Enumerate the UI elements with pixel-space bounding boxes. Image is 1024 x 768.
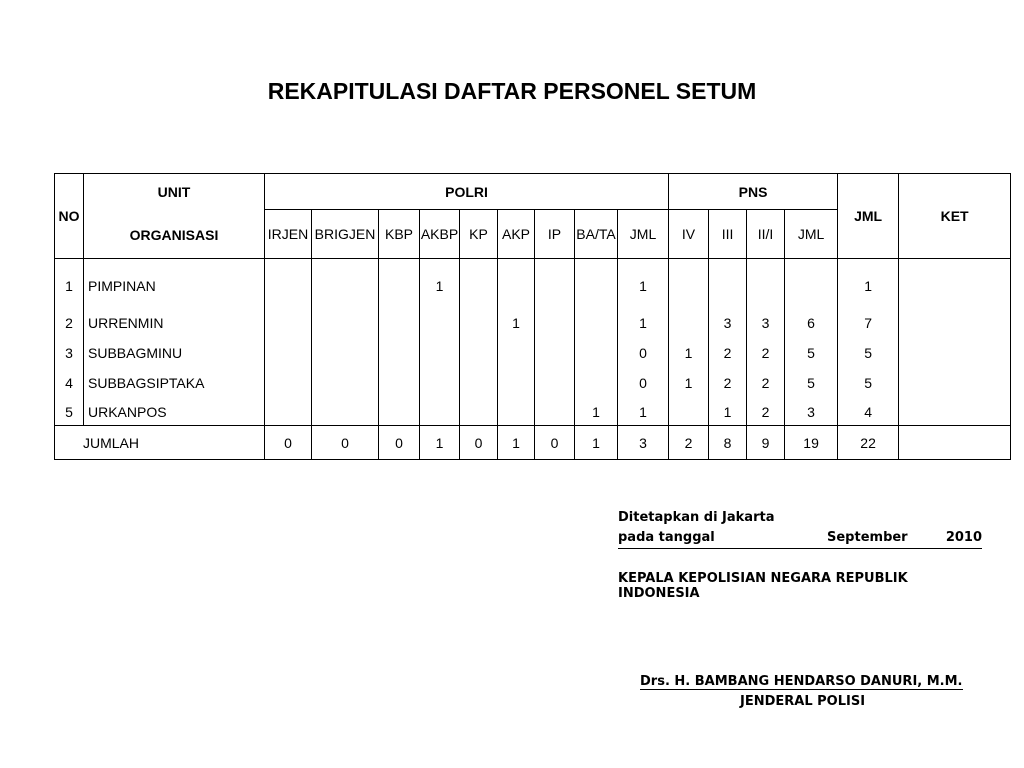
- cell-pns-jml: 5: [785, 338, 838, 368]
- header-unit: UNIT: [157, 184, 191, 200]
- total-pns-jml: 19: [785, 426, 838, 460]
- cell-jml: 5: [838, 368, 899, 398]
- header-polri-ip: IP: [535, 210, 575, 259]
- table-row: [55, 398, 1011, 426]
- total-pns-iv: 2: [669, 426, 709, 460]
- cell-polri-jml: 1: [618, 259, 669, 309]
- row-no: 1: [55, 259, 84, 309]
- issued-date: [618, 530, 982, 549]
- cell-polri-akp: [498, 398, 535, 426]
- cell-polri-akp: [498, 259, 535, 309]
- cell-jml: 1: [838, 259, 899, 309]
- cell-polri-bata: [575, 308, 618, 338]
- cell-pns-jml: 3: [785, 398, 838, 426]
- document-title: REKAPITULASI DAFTAR PERSONEL SETUM: [267, 78, 757, 104]
- cell-pns-iii: 3: [709, 308, 747, 338]
- cell-pns-iv: [669, 259, 709, 309]
- cell-polri-jml: 0: [618, 338, 669, 368]
- header-ket: KET: [899, 174, 1011, 259]
- cell-pns-ii-i: 3: [747, 308, 785, 338]
- table-row: [55, 368, 1011, 398]
- cell-polri-irjen: [265, 259, 312, 309]
- total-pns-iii: 8: [709, 426, 747, 460]
- cell-polri-akbp: [420, 368, 460, 398]
- cell-polri-akbp: [420, 308, 460, 338]
- header-polri-irjen: IRJEN: [265, 210, 312, 259]
- cell-polri-kp: [460, 259, 498, 309]
- cell-pns-iv: [669, 398, 709, 426]
- personnel-recap-table: [54, 173, 1011, 460]
- cell-polri-irjen: [265, 308, 312, 338]
- cell-polri-brigjen: [312, 338, 379, 368]
- cell-pns-iii: [709, 259, 747, 309]
- issued-place: Ditetapkan di Jakarta: [618, 510, 775, 525]
- date-month: September: [827, 530, 908, 545]
- cell-polri-ip: [535, 398, 575, 426]
- cell-jml: 4: [838, 398, 899, 426]
- header-polri-akp: AKP: [498, 210, 535, 259]
- cell-pns-jml: [785, 259, 838, 309]
- cell-polri-jml: 0: [618, 368, 669, 398]
- cell-polri-irjen: [265, 368, 312, 398]
- cell-polri-ip: [535, 368, 575, 398]
- total-row: [55, 426, 1011, 460]
- total-label: JUMLAH: [55, 426, 265, 460]
- table-row: [55, 259, 1011, 309]
- cell-polri-akbp: [420, 338, 460, 368]
- total-polri-kp: 0: [460, 426, 498, 460]
- header-polri-akbp: AKBP: [420, 210, 460, 259]
- total-polri-jml: 3: [618, 426, 669, 460]
- cell-polri-bata: [575, 338, 618, 368]
- header-jml: JML: [838, 174, 899, 259]
- table-row: [55, 338, 1011, 368]
- cell-pns-iv: 1: [669, 338, 709, 368]
- cell-polri-brigjen: [312, 368, 379, 398]
- row-no: 4: [55, 368, 84, 398]
- signatory-rank: JENDERAL POLISI: [740, 694, 866, 709]
- row-unit: SUBBAGSIPTAKA: [84, 368, 265, 398]
- cell-ket: [899, 368, 1011, 398]
- signatory-position: KEPALA KEPOLISIAN NEGARA REPUBLIK INDONESIA: [618, 571, 908, 601]
- header-pns-ii-i: II/I: [747, 210, 785, 259]
- cell-polri-kbp: [379, 308, 420, 338]
- total-jml: 22: [838, 426, 899, 460]
- cell-pns-iii: 2: [709, 338, 747, 368]
- cell-polri-kp: [460, 338, 498, 368]
- total-polri-brigjen: 0: [312, 426, 379, 460]
- total-polri-irjen: 0: [265, 426, 312, 460]
- header-no: NO: [55, 174, 84, 259]
- cell-pns-iv: 1: [669, 368, 709, 398]
- header-polri-kbp: KBP: [379, 210, 420, 259]
- date-label: pada tanggal: [618, 530, 715, 545]
- cell-polri-brigjen: [312, 398, 379, 426]
- cell-jml: 5: [838, 338, 899, 368]
- row-unit: SUBBAGMINU: [84, 338, 265, 368]
- cell-ket: [899, 338, 1011, 368]
- cell-polri-kbp: [379, 368, 420, 398]
- row-unit: URRENMIN: [84, 308, 265, 338]
- cell-polri-bata: [575, 259, 618, 309]
- cell-polri-ip: [535, 259, 575, 309]
- row-unit: PIMPINAN: [84, 259, 265, 309]
- cell-polri-akp: 1: [498, 308, 535, 338]
- cell-polri-akbp: [420, 398, 460, 426]
- cell-polri-bata: 1: [575, 398, 618, 426]
- cell-polri-irjen: [265, 398, 312, 426]
- cell-polri-ip: [535, 338, 575, 368]
- cell-polri-brigjen: [312, 308, 379, 338]
- cell-jml: 7: [838, 308, 899, 338]
- cell-pns-ii-i: 2: [747, 368, 785, 398]
- cell-polri-kp: [460, 308, 498, 338]
- cell-ket: [899, 398, 1011, 426]
- row-no: 3: [55, 338, 84, 368]
- row-no: 5: [55, 398, 84, 426]
- cell-polri-akbp: 1: [420, 259, 460, 309]
- table-row: [55, 308, 1011, 338]
- cell-polri-jml: 1: [618, 308, 669, 338]
- cell-polri-irjen: [265, 338, 312, 368]
- total-polri-akp: 1: [498, 426, 535, 460]
- row-no: 2: [55, 308, 84, 338]
- row-unit: URKANPOS: [84, 398, 265, 426]
- cell-pns-ii-i: [747, 259, 785, 309]
- cell-polri-jml: 1: [618, 398, 669, 426]
- cell-polri-kbp: [379, 338, 420, 368]
- total-polri-ip: 0: [535, 426, 575, 460]
- header-polri-bata: BA/TA: [575, 210, 618, 259]
- cell-polri-ip: [535, 308, 575, 338]
- header-pns-iv: IV: [669, 210, 709, 259]
- header-polri-brigjen: BRIGJEN: [312, 210, 379, 259]
- cell-ket: [899, 259, 1011, 309]
- cell-polri-kp: [460, 368, 498, 398]
- header-polri-jml: JML: [618, 210, 669, 259]
- header-pns: PNS: [669, 174, 838, 210]
- cell-polri-kbp: [379, 398, 420, 426]
- header-polri: POLRI: [265, 174, 669, 210]
- cell-pns-iv: [669, 308, 709, 338]
- total-polri-akbp: 1: [420, 426, 460, 460]
- total-polri-bata: 1: [575, 426, 618, 460]
- cell-polri-kp: [460, 398, 498, 426]
- header-organisasi: ORGANISASI: [129, 227, 219, 243]
- cell-polri-akp: [498, 368, 535, 398]
- header-pns-iii: III: [709, 210, 747, 259]
- header-pns-jml: JML: [785, 210, 838, 259]
- cell-pns-ii-i: 2: [747, 398, 785, 426]
- cell-pns-jml: 5: [785, 368, 838, 398]
- cell-pns-iii: 2: [709, 368, 747, 398]
- header-polri-kp: KP: [460, 210, 498, 259]
- signatory-name: Drs. H. BAMBANG HENDARSO DANURI, M.M.: [640, 674, 963, 689]
- total-ket: [899, 426, 1011, 460]
- cell-polri-kbp: [379, 259, 420, 309]
- cell-pns-iii: 1: [709, 398, 747, 426]
- cell-ket: [899, 308, 1011, 338]
- cell-polri-brigjen: [312, 259, 379, 309]
- cell-polri-bata: [575, 368, 618, 398]
- cell-pns-ii-i: 2: [747, 338, 785, 368]
- total-polri-kbp: 0: [379, 426, 420, 460]
- cell-pns-jml: 6: [785, 308, 838, 338]
- total-pns-ii-i: 9: [747, 426, 785, 460]
- header-unit-organisasi: [84, 174, 265, 259]
- date-year: 2010: [945, 530, 982, 545]
- cell-polri-akp: [498, 338, 535, 368]
